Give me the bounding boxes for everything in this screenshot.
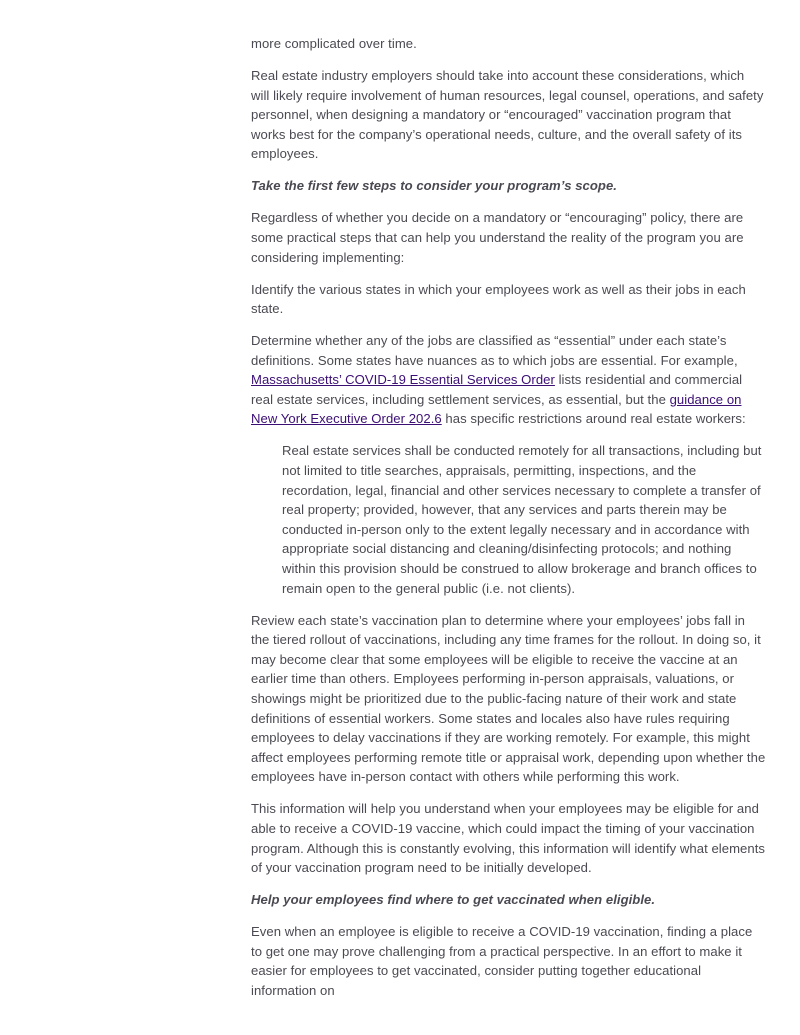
paragraph-information: This information will help you understand when your employees may be eligible for and able to receive a COVID-19 vaccine, which could impact the timing of your vaccination program. Although this is constantly evolving, this information will identify what elements of your vaccination program need to be initially developed.: [251, 801, 765, 876]
determine-text-middle: lists residential and commercial real estate services, including settlement services, as essential, but the: [251, 372, 743, 407]
paragraph-identify-states: Identify the various states in which your employees work as well as their jobs in each state.: [251, 281, 746, 317]
blockquote-ny-restrictions: [282, 441, 766, 598]
determine-text-end: has specific restrictions around real estate workers:: [441, 411, 746, 427]
subheading-help-employees: Help your employees find where to get vaccinated when eligible.: [251, 892, 656, 908]
link-ny-executive-order[interactable]: guidance on New York Executive Order 202.6: [251, 391, 742, 427]
paragraph-intro-tail: more complicated over time.: [251, 36, 417, 51]
paragraph-determine-essential: [251, 331, 766, 429]
link-massachusetts-order[interactable]: Massachusetts’ COVID-19 Essential Services Order: [251, 372, 555, 388]
subheading-program-scope: Take the first few steps to consider your program’s scope.: [251, 178, 617, 194]
paragraph-employers: Real estate industry employers should take into account these considerations, which will likely require involvement of human resources, legal counsel, operations, and safety personnel, when designing a mandatory or “encouraged” vaccination program that works best for the company’s operational needs, culture, and the overall safety of its employees.: [251, 67, 764, 162]
quote-real-estate-services: Real estate services shall be conducted remotely for all transactions, including but not limited to title searches, appraisals, permitting, inspections, and the recordation, legal, financial and other services necessary to complete a transfer of real property; provided, however, that any services and parts therein may be conducted in-person only to the extent legally necessary and in accordance with appropriate social distancing and cleaning/disinfecting protocols; and nothing within this provision should be construed to allow brokerage and branch offices to remain open to the general public (i.e. not clients).: [282, 443, 762, 596]
article-body: [251, 34, 766, 1013]
paragraph-regardless: Regardless of whether you decide on a mandatory or “encouraging” policy, there are some practical steps that can help you understand the reality of the program you are considering implementing:: [251, 210, 744, 265]
paragraph-review-vaccination-plan: Review each state’s vaccination plan to determine where your employees’ jobs fall in the tiered rollout of vaccinations, including any time frames for the rollout. In doing so, it may become clear that some employees will be eligible to receive the vaccine at an earlier time than others. Employees performing in-person appraisals, valuations, or showings might be prioritized due to the public-facing nature of their work and state definitions of essential workers. Some states and locales also have rules requiring employees to delay vaccinations if they are working remotely. For example, this might affect employees performing remote title or appraisal work, depending upon whether the employees have in-person contact with others while performing this work.: [251, 612, 766, 785]
paragraph-even-when-eligible: Even when an employee is eligible to receive a COVID-19 vaccination, finding a place to get one may prove challenging from a practical perspective. In an effort to make it easier for employees to get vaccinated, consider putting together educational information on: [251, 924, 753, 998]
determine-text-start: Determine whether any of the jobs are classified as “essential” under each state’s definitions. Some states have nuances as to which jobs are essential. For example,: [251, 333, 738, 368]
